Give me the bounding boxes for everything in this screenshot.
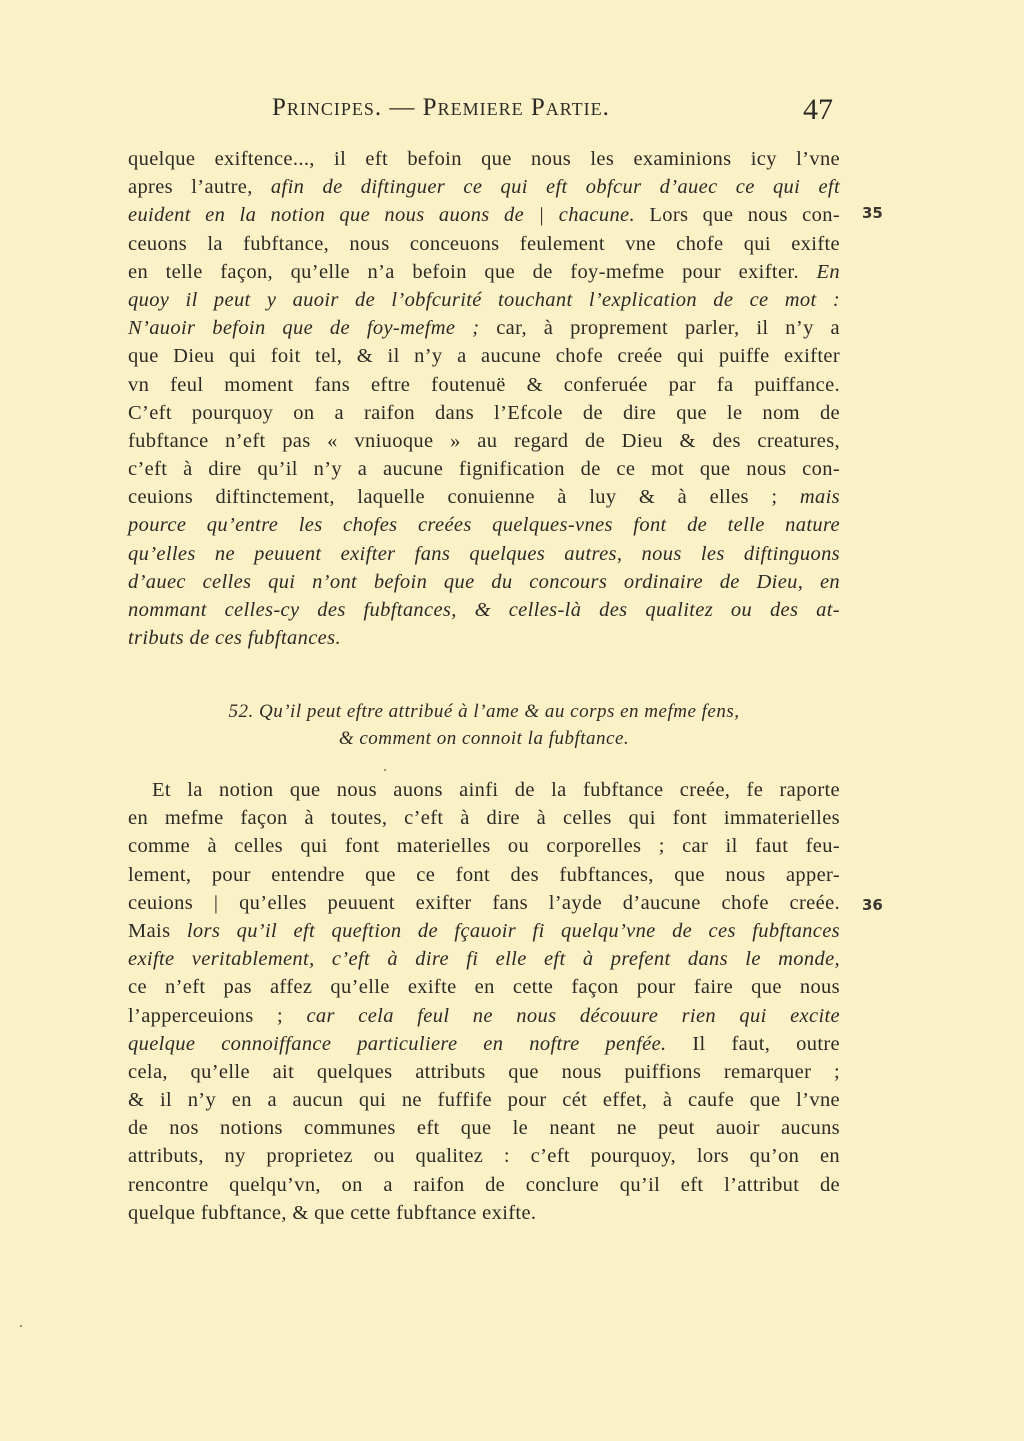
text-line xyxy=(128,945,840,973)
roman-text: ceuons la fubftance, nous conceuons feulement vne chofe qui exifte xyxy=(128,232,840,255)
italic-text: mais xyxy=(799,486,840,509)
stray-mark xyxy=(384,769,386,771)
italic-text: tributs de ces fubftances. xyxy=(128,627,341,650)
italic-text: quoy il peut y auoir de l’obfcurité touchant l’explication de ce mot : xyxy=(128,288,840,311)
italic-text: nommant celles-cy des fubftances, & celles-là des qualitez ou des at- xyxy=(128,599,840,621)
text-line xyxy=(128,286,840,314)
text-line xyxy=(128,973,840,1001)
text-line xyxy=(128,568,840,596)
section-heading xyxy=(128,698,840,752)
text-line xyxy=(128,371,840,399)
italic-text: pource qu’entre les chofes creées quelques-vnes font de telle nature xyxy=(128,514,840,537)
text-line xyxy=(128,145,840,173)
text-line xyxy=(128,483,840,511)
italic-text: d’auec celles qui n’ont befoin que du concours ordinaire de Dieu, en xyxy=(128,570,840,593)
text-line xyxy=(128,230,840,258)
text-line xyxy=(128,917,840,945)
roman-text: que Dieu qui foit tel, & il n’y a aucune chofe creée qui puiffe exifter xyxy=(128,345,840,368)
roman-text: Et la notion que nous auons ainfi de la fubftance creée, fe raporte xyxy=(152,779,840,801)
italic-text: afin de diftinguer ce qui eft obfcur d’auec ce qui eft xyxy=(270,176,840,199)
roman-text: fubftance n’eft pas « vniuoque » au regard de Dieu & des creatures, xyxy=(128,429,840,452)
roman-text: ceuions | qu’elles peuuent exifter fans l’ayde d’aucune chofe creée. xyxy=(128,891,840,914)
roman-text: car, à proprement parler, il n’y a xyxy=(479,317,840,340)
text-line xyxy=(128,342,840,370)
section-heading-line-1: 52. Qu’il peut eftre attribué à l’ame & au corps en mefme fens, xyxy=(228,701,740,722)
roman-text: de nos notions communes eft que le neant ne peut auoir aucuns xyxy=(128,1117,840,1140)
roman-text: quelque fubftance, & que cette fubftance exifte. xyxy=(128,1201,537,1224)
text-line xyxy=(128,832,840,860)
roman-text: ceuions diftinctement, laquelle conuienne à luy & à elles ; xyxy=(128,486,800,509)
roman-text: & il n’y en a aucun qui ne fuffife pour cét effet, à caufe que l’vne xyxy=(128,1089,840,1112)
text-line xyxy=(128,399,840,427)
roman-text: Il faut, outre xyxy=(666,1032,840,1055)
roman-text: comme à celles qui font materielles ou corporelles ; car il faut feu- xyxy=(128,835,840,858)
italic-text: quelque connoiffance particuliere en noftre penfée. xyxy=(128,1032,667,1055)
italic-text: exifte veritablement, c’eft à dire fi elle eft à prefent dans le monde, xyxy=(128,948,840,971)
italic-text: car cela feul ne nous découure rien qui excite xyxy=(306,1004,840,1027)
roman-text: lement, pour entendre que ce font des fubftances, que nous apper- xyxy=(128,863,840,886)
italic-text: En xyxy=(816,260,840,283)
roman-text: Lors que nous con- xyxy=(634,204,841,227)
italic-text: euident en la notion que nous auons de | chacune. xyxy=(128,204,635,227)
roman-text: en telle façon, qu’elle n’a befoin que de foy-mefme pour exifter. xyxy=(128,260,817,283)
marginal-line-number-35: 35 xyxy=(862,204,883,222)
text-line xyxy=(128,1114,840,1142)
paragraph-2 xyxy=(128,776,840,1227)
roman-text: vn feul moment fans eftre foutenuë & conferuée par fa puiffance. xyxy=(128,373,840,396)
text-line xyxy=(128,258,840,286)
text-line xyxy=(128,455,840,483)
roman-text: l’apperceuions ; xyxy=(128,1004,307,1027)
text-line xyxy=(128,1171,840,1199)
text-line xyxy=(128,889,840,917)
stray-mark xyxy=(20,1325,22,1327)
text-line xyxy=(128,1030,840,1058)
paragraph-1 xyxy=(128,145,840,652)
text-line xyxy=(128,861,840,889)
roman-text: cela, qu’elle ait quelques attributs que nous puiffions remarquer ; xyxy=(128,1060,840,1083)
text-line xyxy=(128,596,840,624)
text-line xyxy=(128,540,840,568)
marginal-line-number-36: 36 xyxy=(862,896,883,914)
text-line xyxy=(128,776,840,804)
roman-text: apres l’autre, xyxy=(128,176,271,199)
text-line xyxy=(128,173,840,201)
text-line xyxy=(128,201,840,229)
section-heading-line-2: & comment on connoit la fubftance. xyxy=(338,728,630,749)
roman-text: Mais xyxy=(128,919,187,942)
text-line xyxy=(128,314,840,342)
running-title: Principes. — Premiere Partie. xyxy=(272,94,610,121)
text-line xyxy=(128,624,840,652)
roman-text: quelque exiftence..., il eft befoin que nous les examinions icy l’vne xyxy=(128,148,840,170)
italic-text: qu’elles ne peuuent exifter fans quelques autres, nous les diftinguons xyxy=(128,542,840,565)
roman-text: rencontre quelqu’vn, on a raifon de conclure qu’il eft l’attribut de xyxy=(128,1173,840,1196)
text-line xyxy=(128,804,840,832)
italic-text: lors qu’il eft queftion de fçauoir fi quelqu’vne de ces fubftances xyxy=(186,919,840,942)
page-number: 47 xyxy=(803,93,833,126)
roman-text: C’eft pourquoy on a raifon dans l’Efcole de dire que le nom de xyxy=(128,401,840,424)
roman-text: attributs, ny proprietez ou qualitez : c’eft pourquoy, lors qu’on en xyxy=(128,1145,840,1168)
text-line xyxy=(128,1058,840,1086)
text-line xyxy=(128,511,840,539)
text-line xyxy=(128,1002,840,1030)
roman-text: ce n’eft pas affez qu’elle exifte en cette façon pour faire que nous xyxy=(128,976,840,999)
text-line xyxy=(128,1199,840,1227)
text-line xyxy=(128,427,840,455)
text-line xyxy=(128,1142,840,1170)
text-line xyxy=(128,1086,840,1114)
roman-text: c’eft à dire qu’il n’y a aucune fignification de ce mot que nous con- xyxy=(128,458,840,481)
italic-text: N’auoir befoin que de foy-mefme ; xyxy=(128,317,480,340)
roman-text: en mefme façon à toutes, c’eft à dire à celles qui font immaterielles xyxy=(128,807,840,830)
